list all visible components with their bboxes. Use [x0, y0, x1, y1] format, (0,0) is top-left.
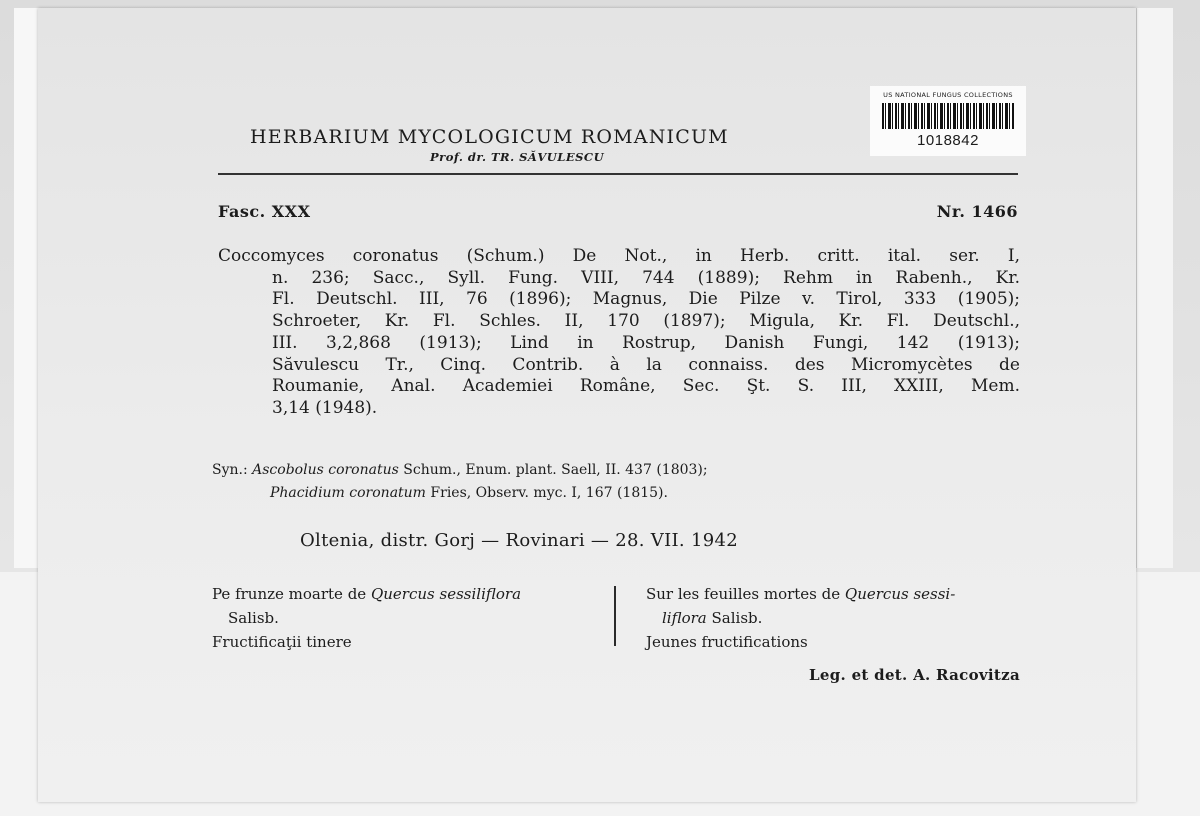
synonym-reference: Schum., Enum. plant. Saell, II. 437 (1803);: [403, 462, 708, 478]
habitat-romanian: [212, 582, 607, 654]
collection-locality: Oltenia, distr. Gorj — Rovinari — 28. VII. 1942: [300, 530, 738, 551]
synonym-name: Ascobolus coronatus: [252, 462, 399, 478]
habitat-french: [646, 582, 1026, 654]
habitat-line: [212, 582, 607, 606]
fascicle-label: Fasc. XXX: [218, 202, 311, 221]
collector-credit: Leg. et det. A. Racovitza: [809, 666, 1020, 684]
barcode-caption: US NATIONAL FUNGUS COLLECTIONS: [883, 91, 1013, 99]
herbarium-subtitle: Prof. dr. TR. SĂVULESCU: [430, 150, 605, 164]
synonym-line: [212, 459, 872, 482]
barcode-icon: [882, 103, 1014, 129]
header-rule: [218, 173, 1018, 175]
fructification-note: Fructificaţii tinere: [212, 633, 352, 651]
host-name: Quercus sessi-: [844, 585, 956, 603]
host-name: Quercus sessiliflora: [370, 585, 522, 603]
synonyms-block: [212, 459, 872, 505]
synonym-name: Phacidium coronatum: [270, 485, 426, 501]
host-authority: Salisb.: [711, 609, 763, 627]
synonym-label: Syn.:: [212, 462, 248, 478]
sheet-left-edge: [14, 8, 38, 568]
fructification-note: Jeunes fructifications: [646, 633, 808, 651]
herbarium-title: HERBARIUM MYCOLOGICUM ROMANICUM: [250, 126, 729, 148]
synonym-line: [212, 482, 872, 505]
sheet-right-edge: [1136, 8, 1173, 568]
citation-line: III. 3,2,868 (1913); Lind in Rostrup, Danish Fungi, 142 (1913);: [272, 332, 1020, 353]
habitat-prefix: Sur les feuilles mortes de: [646, 585, 841, 603]
barcode-number: 1018842: [917, 132, 979, 149]
citation-line: Schroeter, Kr. Fl. Schles. II, 170 (1897); Migula, Kr. Fl. Deutschl.,: [272, 311, 1020, 332]
citation-line: Fl. Deutschl. III, 76 (1896); Magnus, Die Pilze v. Tirol, 333 (1905);: [272, 289, 1020, 310]
synonym-reference: Fries, Observ. myc. I, 167 (1815).: [430, 485, 668, 501]
citation-line: Coccomyces coronatus (Schum.) De Not., in Herb. critt. ital. ser. I,: [218, 246, 1020, 266]
specimen-number: Nr. 1466: [936, 202, 1018, 221]
citation-line: 3,14 (1948).: [272, 397, 378, 418]
citation-paragraph: [218, 246, 1020, 420]
host-authority: Salisb.: [228, 609, 279, 627]
habitat-line: [646, 606, 1026, 630]
host-name: liflora: [662, 609, 707, 627]
citation-line: n. 236; Sacc., Syll. Fung. VIII, 744 (1889); Rehm in Rabenh., Kr.: [272, 267, 1020, 288]
citation-line: Roumanie, Anal. Academiei Române, Sec. Şt. S. III, XXIII, Mem.: [272, 376, 1020, 397]
column-divider: [614, 586, 616, 646]
habitat-prefix: Pe frunze moarte de: [212, 585, 367, 603]
barcode-label: [870, 86, 1026, 156]
citation-line: Săvulescu Tr., Cinq. Contrib. à la connaiss. des Micromycètes de: [272, 354, 1020, 375]
habitat-line: [646, 582, 1026, 606]
